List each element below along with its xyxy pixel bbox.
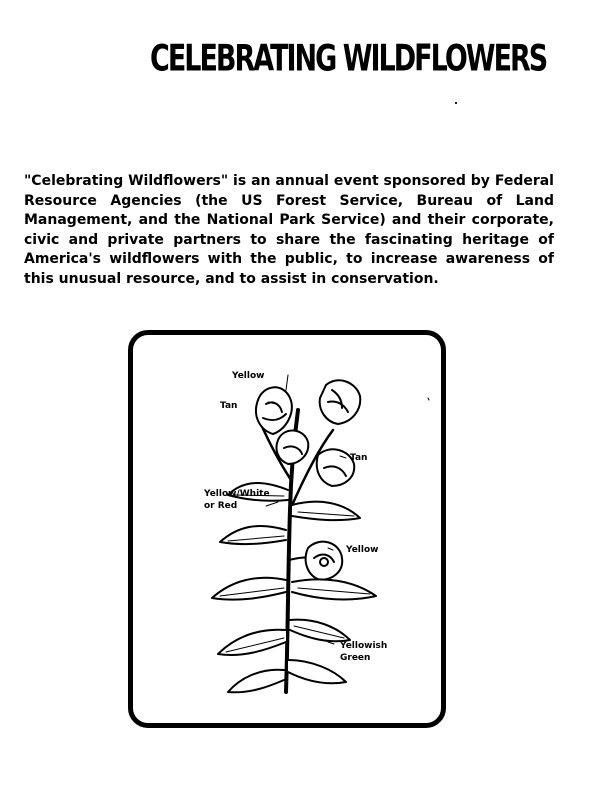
callout-yellow-mid: Yellow [346,545,379,555]
flower-upper-mid [276,430,308,464]
stray-mark [455,102,457,104]
callout-tan-top: Tan [220,401,238,411]
callout-yellowish-1: Yellowish [340,641,388,651]
callout-yellow-white-1: Yellow/White [204,489,270,499]
callout-yellow: Yellow [232,371,265,381]
page-title: CELEBRATING WILDFLOWERS [150,38,547,80]
flower-center-yellow [306,542,343,580]
flower-top-right [320,380,361,424]
callout-yellow-white-2: or Red [204,501,238,511]
wildflower-illustration [128,330,446,728]
intro-paragraph: "Celebrating Wildflowers" is an annual event sponsored by Federal Resource Agencies (the US Forest Service, Bureau of Land Management, and the National Park Service) and their corporate, civic and private partners to share the fascinating heritage of America's wildflowers with the public, to increase awareness of this unusual resource, and to assist in conservation. [24,173,554,287]
callout-tan-right: Tan [350,453,368,463]
flower-top-left [256,387,292,434]
callout-yellowish-2: Green [340,653,371,663]
leaf-left [212,483,288,692]
flower-right-tan [317,449,354,486]
